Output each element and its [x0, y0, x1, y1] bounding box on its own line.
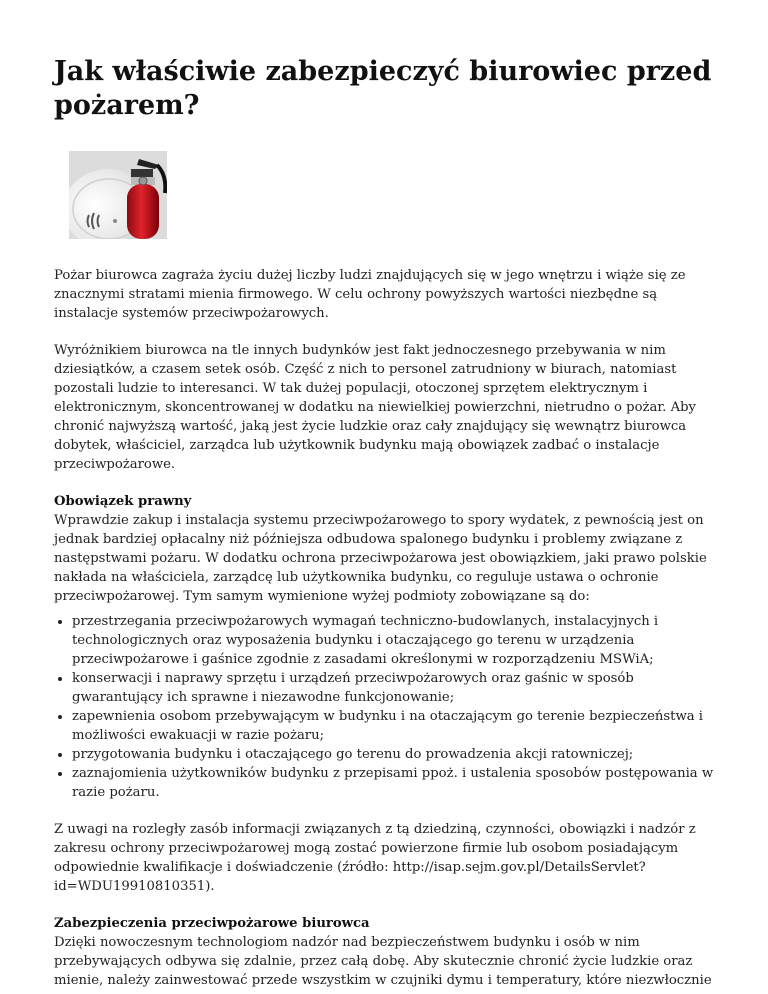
section-heading: Obowiązek prawny: [54, 494, 192, 509]
article: [54, 0, 714, 990]
list-item: • zaznajomienia użytkowników budynku z przepisami ppoż. i ustalenia sposobów postępowania w razie pożaru.: [72, 764, 714, 802]
obligations-list: [54, 612, 714, 802]
smoke-detector-extinguisher-image: [69, 151, 167, 239]
section-heading: Zabezpieczenia przeciwpożarowe biurowca: [54, 916, 370, 931]
intro-paragraph: Pożar biurowca zagraża życiu dużej liczby ludzi znajdujących się w jego wnętrzu i wiąże się ze znacznymi stratami mienia firmowego. W celu ochrony powyższych wartości niezbędne są instalacje systemów przeciwpożarowych.: [54, 268, 686, 321]
list-item: • konserwacji i naprawy sprzętu i urządzeń przeciwpożarowych oraz gaśnic w sposób gwarantujący ich sprawne i niezawodne funkcjonowanie;: [72, 669, 714, 707]
list-item: • przestrzegania przeciwpożarowych wymagań techniczno-budowlanych, instalacyjnych i technologicznych oraz wyposażenia budynku i otaczającego go terenu w urządzenia przeciwpożarowe i gaśnice zgodnie z zasadami określonymi w rozporządzeniu MSWiA;: [72, 612, 714, 669]
list-item: • przygotowania budynku i otaczającego go terenu do prowadzenia akcji ratowniczej;: [72, 745, 714, 764]
paragraph: Wprawdzie zakup i instalacja systemu przeciwpożarowego to spory wydatek, z pewnością jest on jednak bardziej opłacalny niż późniejsza odbudowa spalonego budynku i problemy związane z następstwami pożaru. W dodatku ochrona przeciwpożarowa jest obowiązkiem, jaki prawo polskie nakłada na właściciela, zarządcę lub użytkownika budynku, co reguluje ustawa o ochronie przeciwpożarowej. Tym samym wymienione wyżej podmioty zobowiązane są do:: [54, 513, 707, 604]
paragraph: Dzięki nowoczesnym technologiom nadzór nad bezpieczeństwem budynku i osób w nim przebywających odbywa się zdalnie, przez całą dobę. Aby skutecznie chronić życie ludzkie oraz mienie, należy zainwestować przede wszystkim w czujniki dymu i temperatury, które niezwłocznie: [54, 935, 712, 988]
article-title: Jak właściwie zabezpieczyć biurowiec przed pożarem?: [54, 56, 712, 121]
article-image: [69, 151, 167, 239]
paragraph: Wyróżnikiem biurowca na tle innych budynków jest fakt jednoczesnego przebywania w nim dziesiątków, a czasem setek osób. Część z nich to personel zatrudniony w biurach, natomiast pozostali ludzie to interesanci. W tak dużej populacji, otoczonej sprzętem elektrycznym i elektronicznym, skoncentrowanej w dodatku na niewielkiej powierzchni, nietrudno o pożar. Aby chronić najwyższą wartość, jaką jest życie ludzkie oraz cały znajdujący się wewnątrz biurowca dobytek, właściciel, zarządca lub użytkownik budynku mają obowiązek zadbać o instalacje przeciwpożarowe.: [54, 343, 696, 472]
list-item: • zapewnienia osobom przebywającym w budynku i na otaczającym go terenie bezpieczeństwa i możliwości ewakuacji w razie pożaru;: [72, 707, 714, 745]
paragraph: Z uwagi na rozległy zasób informacji związanych z tą dziedziną, czynności, obowiązki i nadzór z zakresu ochrony przeciwpożarowej mogą zostać powierzone firmie lub osobom posiadającym odpowiednie kwalifikacje i doświadczenie (źródło: http://isap.sejm.gov.pl/DetailsServlet?id=WDU19910810351).: [54, 822, 696, 894]
